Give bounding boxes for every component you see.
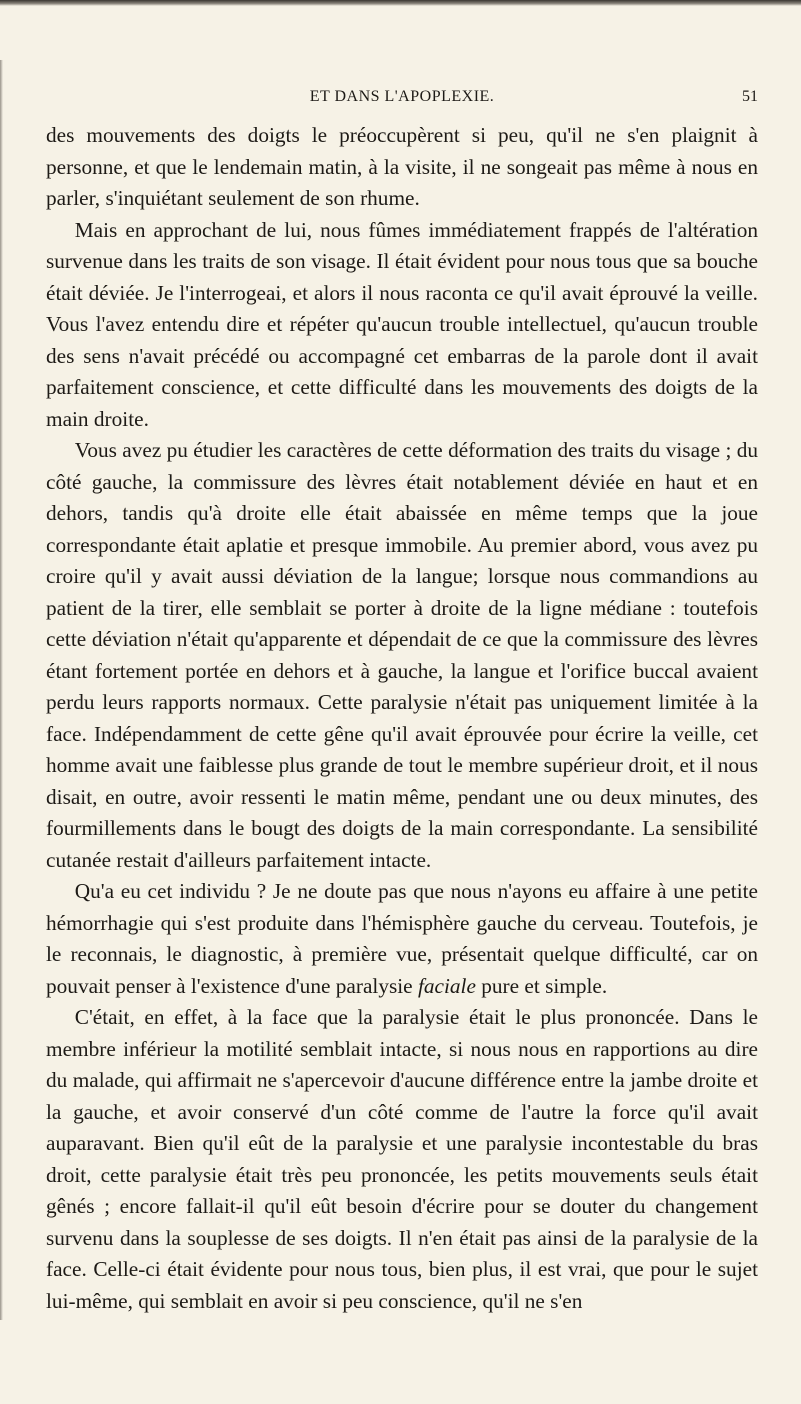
top-border (0, 0, 801, 6)
paragraph-text: C'était, en effet, à la face que la paralysie était le plus prononcée. Dans le membre inférieur la motilité semblait intacte, si nous nous en rapportions au dire du malade, qui affirmait ne s'apercevoir d'aucune différence entre la jambe droite et la gauche, et avoir conservé d'un côté comme de l'autre la force qu'il avait auparavant. Bien qu'il eût de la paralysie et une paralysie incontestable du bras droit, cette paralysie était très peu prononcée, les petits mouvements seuls était gênés ; encore fallait-il qu'il eût besoin d'écrire pour se douter du changement survenu dans la souplesse de ses doigts. Il n'en était pas ainsi de la paralysie de la face. Celle-ci était évidente pour nous tous, bien plus, il est vrai, que pour le sujet lui-même, qui semblait en avoir si peu conscience, qu'il ne s'en (46, 1005, 758, 1313)
paragraph-text: des mouvements des doigts le préoccupèrent si peu, qu'il ne s'en plaignit à personne, et que le lendemain matin, à la visite, il ne songeait pas même à nous en parler, s'inquiétant seulement de son rhume. (46, 123, 758, 210)
page-header (46, 88, 758, 114)
paragraph (46, 876, 758, 1002)
paragraph-text: Mais en approchant de lui, nous fûmes immédiatement frappés de l'altération survenue dans les traits de son visage. Il était évident pour nous tous que sa bouche était déviée. Je l'interrogeai, et alors il nous raconta ce qu'il avait éprouvé la veille. Vous l'avez entendu dire et répéter qu'aucun trouble intellectuel, qu'aucun trouble des sens n'avait précédé ou accompagné cet embarras de la parole dont il avait parfaitement conscience, et cette difficulté dans les mouvements des doigts de la main droite. (46, 217, 758, 431)
paragraph (46, 1002, 758, 1317)
page-edge-shadow (0, 60, 3, 1320)
body-text (46, 120, 758, 1317)
paragraph-text: Vous avez pu étudier les caractères de cette déformation des traits du visage ; du côté gauche, la commissure des lèvres était notablement déviée en haut et en dehors, tandis qu'à droite elle était abaissée en même temps que la joue correspondante était aplatie et presque immobile. Au premier abord, vous avez pu croire qu'il y avait aussi déviation de la langue; lorsque nous commandions au patient de la tirer, elle semblait se porter à droite de la ligne médiane : toutefois cette déviation n'était qu'apparente et dépendait de ce que la commissure des lèvres étant fortement portée en dehors et à gauche, la langue et l'orifice buccal avaient perdu leurs rapports normaux. Cette paralysie n'était pas uniquement limitée à la face. Indépendamment de cette gêne qu'il avait éprouvée pour écrire la veille, cet homme avait une faiblesse plus grande de tout le membre supérieur droit, et il nous disait, en outre, avoir ressenti le matin même, pendant une ou deux minutes, des fourmillements dans le bougt des doigts de la main correspondante. La sensibilité cutanée restait d'ailleurs parfaitement intacte. (46, 438, 758, 872)
paragraph (46, 215, 758, 436)
running-title: ET DANS L'APOPLEXIE. (309, 88, 495, 105)
paragraph-text: Qu'a eu cet individu ? Je ne doute pas que nous n'ayons eu affaire à une petite hémorrhagie qui s'est produite dans l'hémisphère gauche du cerveau. Toutefois, je le reconnais, le diagnostic, à première vue, présentait quelque difficulté, car on pouvait penser à l'existence d'une paralysie (46, 879, 758, 998)
paragraph-text-end: pure et simple. (475, 973, 608, 998)
paragraph (46, 435, 758, 876)
page-number: 51 (742, 88, 758, 105)
italic-term: faciale (417, 973, 476, 998)
paragraph (46, 120, 758, 215)
